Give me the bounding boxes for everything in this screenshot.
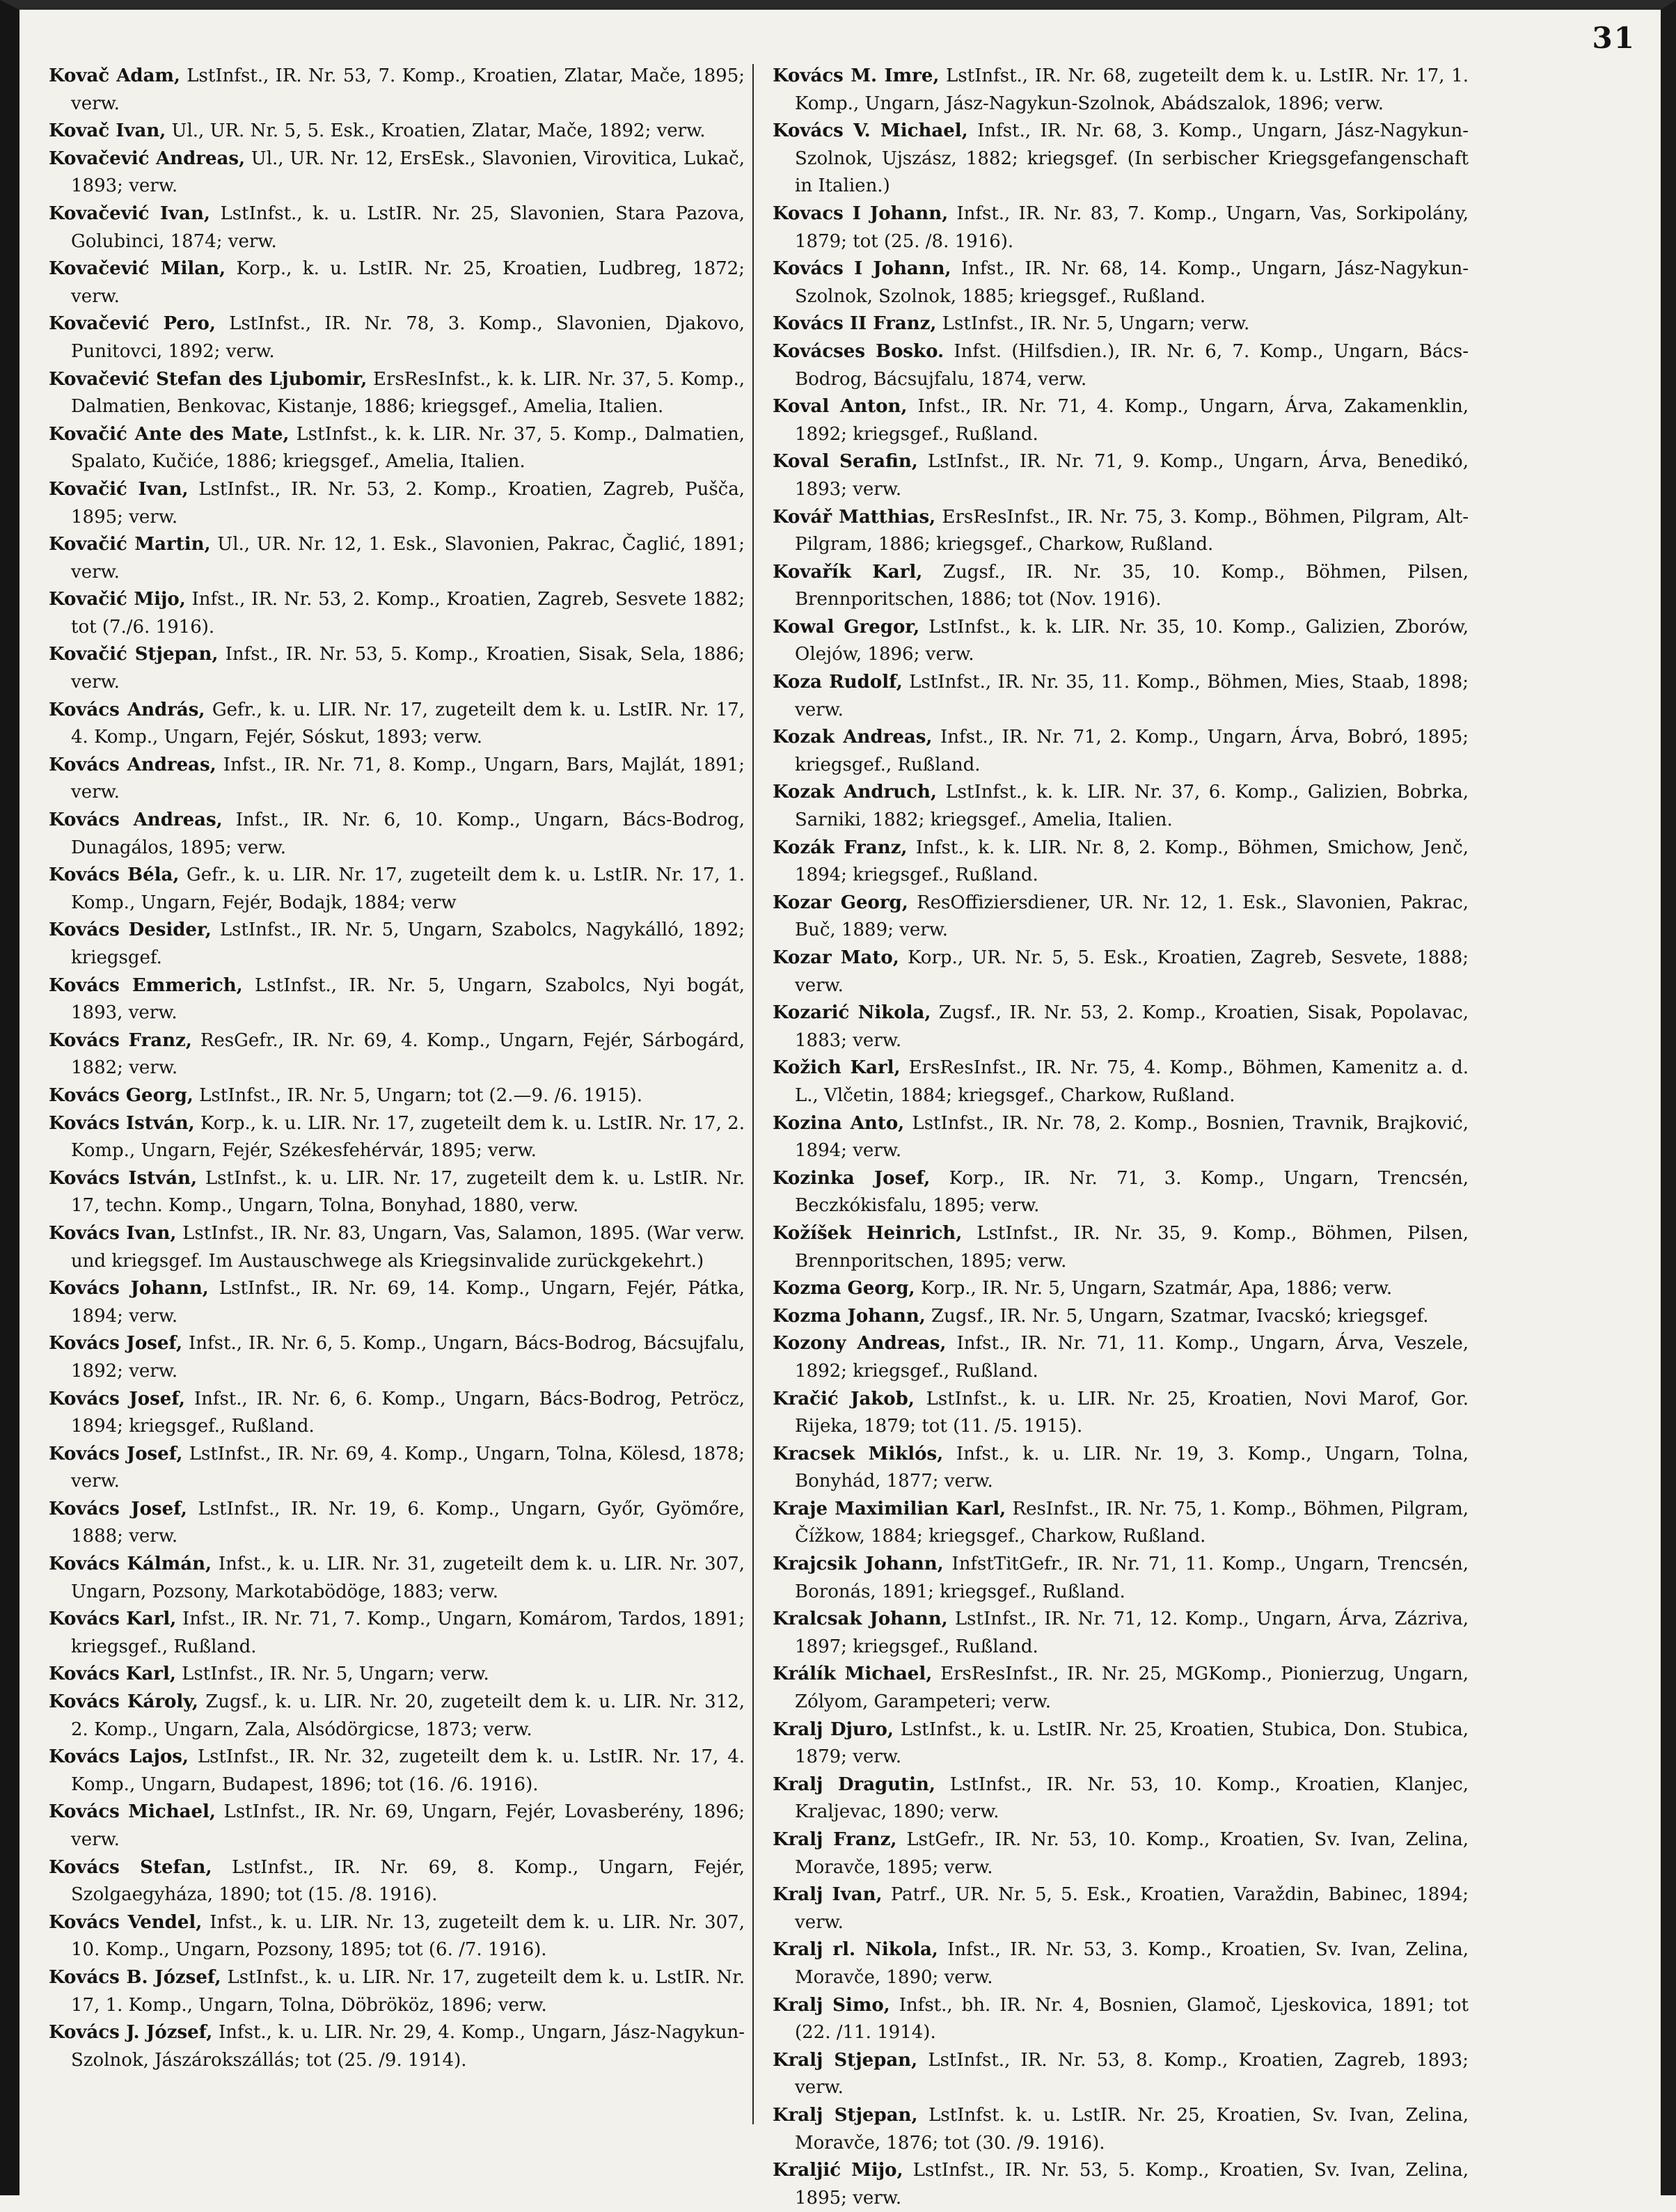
entry-details: LstInfst., IR. Nr. 83, Ungarn, Vas, Salamon, 1895. (War verw. und kriegsgef. Im Austauschwege als Kriegsinvalide zurückgekehrt.)	[71, 1222, 745, 1272]
entry-name: Kovács Andreas,	[49, 754, 216, 775]
entry-details: Gefr., k. u. LIR. Nr. 17, zugeteilt dem k. u. LstIR. Nr. 17, 1. Komp., Ungarn, Fejér, Bodajk, 1884; verw	[71, 864, 745, 913]
list-entry	[773, 2157, 1469, 2212]
entry-details: ResOffiziersdiener, UR. Nr. 12, 1. Esk., Slavonien, Pakrac, Buč, 1889; verw.	[795, 892, 1469, 941]
entry-name: Koval Anton,	[773, 396, 908, 418]
list-entry	[773, 669, 1469, 724]
entry-details: Infst., IR. Nr. 83, 7. Komp., Ungarn, Vas, Sorkipolány, 1879; tot (25. /8. 1916).	[795, 203, 1469, 252]
entry-details: Infst. (Hilfsdien.), IR. Nr. 6, 7. Komp., Ungarn, Bács-Bodrog, Bácsujfalu, 1874, verw.	[795, 340, 1469, 390]
entry-name: Kovařík Karl,	[773, 561, 923, 583]
entry-name: Kozarić Nikola,	[773, 1002, 931, 1024]
entry-details: Patrf., UR. Nr. 5, 5. Esk., Kroatien, Varaždin, Babinec, 1894; verw.	[795, 1884, 1469, 1933]
entry-name: Kovačić Martin,	[49, 534, 211, 555]
entry-details: LstInfst., IR. Nr. 19, 6. Komp., Ungarn, Győr, Gyömőre, 1888; verw.	[71, 1498, 745, 1547]
list-entry	[49, 476, 745, 531]
entry-details: Infst., bh. IR. Nr. 4, Bosnien, Glamoč, Ljeskovica, 1891; tot (22. /11. 1914).	[795, 1994, 1469, 2044]
list-entry	[49, 2019, 745, 2074]
entry-name: Kovář Matthias,	[773, 506, 936, 528]
entry-details: Zugsf., IR. Nr. 5, Ungarn, Szatmar, Ivacskó; kriegsgef.	[925, 1305, 1429, 1327]
entry-details: Zugsf., IR. Nr. 53, 2. Komp., Kroatien, Sisak, Popolavac, 1883; verw.	[795, 1002, 1469, 1051]
entry-details: Infst., k. u. LIR. Nr. 13, zugeteilt dem k. u. LIR. Nr. 307, 10. Komp., Ungarn, Pozsony, 1895; tot (6. /7. 1916).	[71, 1911, 745, 1961]
entry-details: LstInfst., IR. Nr. 5, Ungarn, Szabolcs, Nyi bogát, 1893, verw.	[71, 974, 745, 1024]
entry-details: Infst., IR. Nr. 68, 14. Komp., Ungarn, Jász-Nagykun-Szolnok, Szolnok, 1885; kriegsgef., Rußland.	[795, 258, 1469, 307]
entry-name: Kovačević Stefan des Ljubomir,	[49, 368, 367, 390]
entry-name: Kraje Maximilian Karl,	[773, 1498, 1006, 1519]
entry-details: LstInfst., k. k. LIR. Nr. 37, 6. Komp., Galizien, Bobrka, Sarniki, 1882; kriegsgef., Amelia, Italien.	[795, 782, 1469, 831]
entry-details: Infst., k. u. LIR. Nr. 19, 3. Komp., Ungarn, Tolna, Bonyhád, 1877; verw.	[795, 1443, 1469, 1492]
entry-name: Kovács Kálmán,	[49, 1554, 212, 1575]
entry-name: Kozma Georg,	[773, 1278, 915, 1299]
list-entry	[773, 1826, 1469, 1881]
entry-details: LstInfst., k. u. LIR. Nr. 17, zugeteilt dem k. u. LstIR. Nr. 17, 1. Komp., Ungarn, Tolna, Döbrököz, 1896; verw.	[71, 1966, 745, 2016]
entry-name: Kožíšek Heinrich,	[773, 1222, 963, 1244]
entry-name: Kraljić Mijo,	[773, 2160, 903, 2181]
list-entry	[773, 1386, 1469, 1441]
entry-details: Korp., IR. Nr. 5, Ungarn, Szatmár, Apa, 1886; verw.	[915, 1278, 1393, 1299]
entry-details: Infst., IR. Nr. 71, 2. Komp., Ungarn, Árva, Bobró, 1895; kriegsgef., Rußland.	[795, 727, 1469, 775]
entry-name: Kovačević Milan,	[49, 258, 226, 280]
entry-details: LstInfst., IR. Nr. 68, zugeteilt dem k. u. LstIR. Nr. 17, 1. Komp., Ungarn, Jász-Nagykun-Szolnok, Abádszalok, 1896; verw.	[795, 65, 1469, 114]
list-entry	[49, 366, 745, 421]
entry-details: ResGefr., IR. Nr. 69, 4. Komp., Ungarn, Fejér, Sárbogárd, 1882; verw.	[71, 1029, 745, 1079]
entry-details: Infst., IR. Nr. 6, 5. Komp., Ungarn, Bács-Bodrog, Bácsujfalu, 1892; verw.	[71, 1333, 745, 1382]
entry-name: Kovačević Andreas,	[49, 148, 246, 169]
entry-details: Ul., UR. Nr. 12, 1. Esk., Slavonien, Pakrac, Čaglić, 1891; verw.	[71, 534, 745, 583]
entry-name: Kovács Ivan,	[49, 1222, 177, 1244]
entry-details: Ul., UR. Nr. 12, ErsEsk., Slavonien, Virovitica, Lukač, 1893; verw.	[71, 148, 745, 197]
entry-details: LstInfst., IR. Nr. 78, 2. Komp., Bosnien, Travnik, Brajković, 1894; verw.	[795, 1112, 1469, 1162]
entry-name: Kralj Franz,	[773, 1829, 897, 1850]
entry-details: Infst., IR. Nr. 6, 10. Komp., Ungarn, Bács-Bodrog, Dunagálos, 1895; verw.	[71, 809, 745, 858]
entry-details: ErsResInfst., IR. Nr. 75, 3. Komp., Böhmen, Pilgram, Alt-Pilgram, 1886; kriegsgef., Charkow, Rußland.	[795, 506, 1469, 555]
entry-name: Kozma Johann,	[773, 1305, 926, 1327]
right-column	[773, 63, 1469, 2212]
entry-name: Kovács Karl,	[49, 1664, 176, 1685]
entry-details: LstInfst., IR. Nr. 53, 7. Komp., Kroatien, Zlatar, Mače, 1895; verw.	[71, 65, 745, 114]
entry-details: Infst., IR. Nr. 53, 5. Komp., Kroatien, Sisak, Sela, 1886; verw.	[71, 644, 745, 693]
entry-name: Kovács Josef,	[49, 1388, 185, 1409]
list-entry	[49, 1386, 745, 1441]
entry-name: Kovács II Franz,	[773, 313, 937, 335]
entry-details: LstInfst., IR. Nr. 5, Ungarn; tot (2.—9. /6. 1915).	[193, 1084, 642, 1106]
entry-details: LstInfst., IR. Nr. 78, 3. Komp., Slavonien, Djakovo, Punitovci, 1892; verw.	[71, 313, 745, 362]
list-entry	[773, 1992, 1469, 2047]
entry-details: LstInfst., IR. Nr. 5, Ungarn; verw.	[936, 313, 1250, 335]
list-entry	[773, 779, 1469, 834]
entry-name: Kožich Karl,	[773, 1057, 901, 1079]
list-entry	[49, 1165, 745, 1220]
entry-details: LstInfst., IR. Nr. 69, Ungarn, Fejér, Lovasberény, 1896; verw.	[71, 1801, 745, 1850]
list-entry	[49, 421, 745, 476]
list-entry	[49, 1551, 745, 1606]
entry-details: LstInfst., IR. Nr. 53, 8. Komp., Kroatien, Zagreb, 1893; verw.	[795, 2049, 1469, 2099]
entry-details: Infst., IR. Nr. 71, 7. Komp., Ungarn, Komárom, Tardos, 1891; kriegsgef., Rußland.	[71, 1609, 745, 1657]
list-entry	[49, 697, 745, 752]
list-entry	[49, 752, 745, 807]
entry-details: LstInfst., IR. Nr. 35, 11. Komp., Böhmen, Mies, Staab, 1898; verw.	[795, 672, 1469, 720]
entry-details: Infst., IR. Nr. 53, 2. Komp., Kroatien, Zagreb, Sesvete 1882; tot (7./6. 1916).	[71, 589, 745, 638]
entry-name: Kovács Josef,	[49, 1333, 183, 1354]
list-entry	[773, 559, 1469, 614]
list-entry	[49, 1854, 745, 1909]
entry-name: Kovács M. Imre,	[773, 65, 940, 86]
entry-name: Kralj Stjepan,	[773, 2104, 918, 2126]
list-entry	[773, 1220, 1469, 1275]
list-entry	[49, 1275, 745, 1330]
list-entry	[49, 145, 745, 200]
list-entry	[49, 1661, 745, 1689]
entry-details: Infst., IR. Nr. 71, 4. Komp., Ungarn, Árva, Zakamenklin, 1892; kriegsgef., Rußland.	[795, 396, 1469, 445]
entry-details: LstInfst. k. u. LstIR. Nr. 25, Kroatien, Sv. Ivan, Zelina, Moravče, 1876; tot (30. /9. 1916).	[795, 2104, 1469, 2154]
entry-name: Kovácses Bosko.	[773, 340, 944, 362]
list-entry	[773, 504, 1469, 559]
entry-details: Infst., k. k. LIR. Nr. 8, 2. Komp., Böhmen, Smichow, Jenč, 1894; kriegsgef., Rußland.	[795, 837, 1469, 886]
entry-name: Kozak Andreas,	[773, 727, 933, 748]
list-entry	[773, 724, 1469, 779]
entry-name: Kovács Franz,	[49, 1029, 192, 1051]
entry-name: Kovács B. József,	[49, 1966, 221, 1988]
entry-name: Kovács István,	[49, 1167, 198, 1189]
list-entry	[773, 2047, 1469, 2102]
entry-details: LstInfst., IR. Nr. 5, Ungarn, Szabolcs, Nagykálló, 1892; kriegsgef.	[71, 919, 745, 968]
list-entry	[49, 1799, 745, 1854]
entry-name: Kozar Mato,	[773, 947, 899, 968]
entry-name: Kovács J. József,	[49, 2022, 213, 2044]
entry-name: Kračić Jakob,	[773, 1388, 915, 1409]
entry-name: Kovačević Pero,	[49, 313, 216, 335]
list-entry	[773, 1054, 1469, 1109]
entry-details: LstInfst., IR. Nr. 69, 4. Komp., Ungarn, Tolna, Kölesd, 1878; verw.	[71, 1443, 745, 1492]
entry-name: Kovács Karl,	[49, 1609, 177, 1630]
list-entry	[773, 2102, 1469, 2157]
list-entry	[49, 917, 745, 972]
entry-name: Kovačić Ivan,	[49, 478, 189, 500]
entry-name: Kovács I Johann,	[773, 258, 951, 280]
list-entry	[49, 1110, 745, 1165]
list-entry	[773, 338, 1469, 393]
list-entry	[773, 614, 1469, 669]
entry-name: Kovačić Ante des Mate,	[49, 423, 290, 445]
entry-name: Kovács Károly,	[49, 1691, 198, 1713]
entry-details: Korp., k. u. LstIR. Nr. 25, Kroatien, Ludbreg, 1872; verw.	[71, 258, 745, 307]
entry-name: Kralcsak Johann,	[773, 1609, 948, 1630]
list-entry	[773, 835, 1469, 890]
list-entry	[773, 1110, 1469, 1165]
entry-name: Kovács Andreas,	[49, 809, 223, 831]
entry-name: Kovács Josef,	[49, 1498, 187, 1519]
list-entry	[773, 1771, 1469, 1826]
entry-details: LstInfst., IR. Nr. 35, 9. Komp., Böhmen, Pilsen, Brennporitschen, 1895; verw.	[795, 1222, 1469, 1272]
entry-details: ErsResInfst., k. k. LIR. Nr. 37, 5. Komp., Dalmatien, Benkovac, Kistanje, 1886; kriegsgef., Amelia, Italien.	[71, 368, 745, 418]
entry-name: Kovács Lajos,	[49, 1746, 189, 1768]
entry-details: LstInfst., IR. Nr. 53, 5. Komp., Kroatien, Sv. Ivan, Zelina, 1895; verw.	[795, 2160, 1469, 2209]
entry-details: LstGefr., IR. Nr. 53, 10. Komp., Kroatien, Sv. Ivan, Zelina, Moravče, 1895; verw.	[795, 1829, 1469, 1878]
list-entry	[49, 1744, 745, 1799]
entry-name: Kovács Georg,	[49, 1084, 193, 1106]
list-entry	[773, 1441, 1469, 1496]
entry-name: Kralj Stjepan,	[773, 2049, 918, 2071]
list-entry	[49, 586, 745, 641]
entry-details: LstInfst., k. u. LIR. Nr. 25, Kroatien, Novi Marof, Gor. Rijeka, 1879; tot (11. /5. 1915).	[795, 1388, 1469, 1437]
entry-details: Infst., IR. Nr. 71, 8. Komp., Ungarn, Bars, Majlát, 1891; verw.	[71, 754, 745, 803]
list-entry	[49, 641, 745, 696]
entry-name: Kovács András,	[49, 699, 205, 720]
list-entry	[773, 1496, 1469, 1551]
entry-details: LstInfst., k. u. LIR. Nr. 17, zugeteilt dem k. u. LstIR. Nr. 17, techn. Komp., Ungarn, Tolna, Bonyhad, 1880, verw.	[71, 1167, 745, 1217]
left-column	[49, 63, 745, 2074]
entry-name: Kralj rl. Nikola,	[773, 1939, 938, 1961]
list-entry	[773, 200, 1469, 255]
entry-name: Kralj Dragutin,	[773, 1773, 935, 1795]
list-entry	[49, 1496, 745, 1551]
entry-details: ErsResInfst., IR. Nr. 75, 4. Komp., Böhmen, Kamenitz a. d. L., Vlčetin, 1884; kriegsgef., Charkow, Rußland.	[795, 1057, 1469, 1106]
list-entry	[49, 1220, 745, 1275]
entry-name: Kovács Stefan,	[49, 1856, 212, 1878]
entry-name: Kovačić Mijo,	[49, 589, 186, 610]
entry-name: Kozak Andruch,	[773, 782, 937, 803]
list-entry	[773, 1936, 1469, 1991]
entry-name: Koza Rudolf,	[773, 672, 903, 693]
entry-details: LstInfst., IR. Nr. 32, zugeteilt dem k. u. LstIR. Nr. 17, 4. Komp., Ungarn, Budapest, 1896; tot (16. /6. 1916).	[71, 1746, 745, 1795]
entry-details: LstInfst., k. u. LstIR. Nr. 25, Slavonien, Stara Pazova, Golubinci, 1874; verw.	[71, 203, 745, 252]
list-entry	[773, 1330, 1469, 1385]
list-entry	[49, 1441, 745, 1496]
list-entry	[49, 310, 745, 365]
list-entry	[49, 118, 745, 145]
list-entry	[49, 531, 745, 586]
list-entry	[49, 1027, 745, 1082]
entry-details: LstInfst., IR. Nr. 69, 8. Komp., Ungarn, Fejér, Szolgaegyháza, 1890; tot (15. /8. 1916).	[71, 1856, 745, 1906]
entry-name: Kralj Djuro,	[773, 1719, 894, 1740]
entry-details: ErsResInfst., IR. Nr. 25, MGKomp., Pionierzug, Ungarn, Zólyom, Garampeteri; verw.	[795, 1664, 1469, 1713]
entry-name: Koval Serafin,	[773, 451, 918, 473]
list-entry	[49, 255, 745, 310]
entry-name: Kovačić Stjepan,	[49, 644, 219, 665]
entry-details: Infst., IR. Nr. 6, 6. Komp., Ungarn, Bács-Bodrog, Petröcz, 1894; kriegsgef., Rußland.	[71, 1388, 745, 1437]
entry-details: Infst., IR. Nr. 68, 3. Komp., Ungarn, Jász-Nagykun-Szolnok, Ujszász, 1882; kriegsgef. (In serbischer Kriegsgefangenschaft in Italien.)	[795, 120, 1469, 197]
entry-details: Infst., IR. Nr. 71, 11. Komp., Ungarn, Árva, Veszele, 1892; kriegsgef., Rußland.	[795, 1333, 1469, 1382]
entry-name: Kovács Josef,	[49, 1443, 183, 1464]
entry-name: Kovács Johann,	[49, 1278, 209, 1299]
entry-details: ResInfst., IR. Nr. 75, 1. Komp., Böhmen, Pilgram, Čížkow, 1884; kriegsgef., Charkow, Rußland.	[795, 1498, 1469, 1547]
entry-details: LstInfst., IR. Nr. 69, 14. Komp., Ungarn, Fejér, Pátka, 1894; verw.	[71, 1278, 745, 1327]
entry-name: Kralj Ivan,	[773, 1884, 883, 1906]
entry-details: Korp., k. u. LIR. Nr. 17, zugeteilt dem k. u. LstIR. Nr. 17, 2. Komp., Ungarn, Fejér, Székesfehérvár, 1895; verw.	[71, 1112, 745, 1162]
list-entry	[773, 310, 1469, 338]
entry-details: Infst., k. u. LIR. Nr. 31, zugeteilt dem k. u. LIR. Nr. 307, Ungarn, Pozsony, Markotabödöge, 1883; verw.	[71, 1554, 745, 1602]
entry-details: Korp., IR. Nr. 71, 3. Komp., Ungarn, Trencsén, Beczkókisfalu, 1895; verw.	[795, 1167, 1469, 1217]
list-entry	[49, 807, 745, 862]
entry-name: Kracsek Miklós,	[773, 1443, 944, 1464]
entry-details: LstInfst., k. k. LIR. Nr. 35, 10. Komp., Galizien, Zborów, Olejów, 1896; verw.	[795, 616, 1469, 665]
list-entry	[773, 1275, 1469, 1303]
list-entry	[773, 1165, 1469, 1220]
entry-name: Kozinka Josef,	[773, 1167, 931, 1189]
entry-details: Infst., IR. Nr. 53, 3. Komp., Kroatien, Sv. Ivan, Zelina, Moravče, 1890; verw.	[795, 1939, 1469, 1988]
entry-name: Kovács István,	[49, 1112, 195, 1134]
list-entry	[49, 1964, 745, 2019]
entry-name: Králík Michael,	[773, 1664, 933, 1685]
list-entry	[773, 1303, 1469, 1331]
entry-name: Kovács Michael,	[49, 1801, 216, 1823]
list-entry	[49, 200, 745, 255]
list-entry	[773, 945, 1469, 1000]
list-entry	[773, 1000, 1469, 1054]
list-entry	[773, 1881, 1469, 1936]
list-entry	[49, 1606, 745, 1661]
list-entry	[773, 63, 1469, 118]
entry-details: Korp., UR. Nr. 5, 5. Esk., Kroatien, Zagreb, Sesvete, 1888; verw.	[795, 947, 1469, 996]
entry-details: Infst., k. u. LIR. Nr. 29, 4. Komp., Ungarn, Jász-Nagykun-Szolnok, Jászárokszállás; tot (25. /9. 1914).	[71, 2022, 745, 2071]
entry-name: Kovács V. Michael,	[773, 120, 968, 142]
entry-details: LstInfst., k. k. LIR. Nr. 37, 5. Komp., Dalmatien, Spalato, Kučiće, 1886; kriegsgef., Amelia, Italien.	[71, 423, 745, 473]
entry-name: Kovács Emmerich,	[49, 974, 243, 996]
entry-details: LstInfst., k. u. LstIR. Nr. 25, Kroatien, Stubica, Don. Stubica, 1879; verw.	[795, 1719, 1469, 1768]
entry-details: InfstTitGefr., IR. Nr. 71, 11. Komp., Ungarn, Trencsén, Boronás, 1891; kriegsgef., Rußland.	[795, 1554, 1469, 1602]
list-entry	[49, 1689, 745, 1744]
list-entry	[773, 448, 1469, 503]
entry-name: Kovač Adam,	[49, 65, 180, 86]
list-entry	[773, 1661, 1469, 1716]
column-divider	[752, 64, 754, 2124]
list-entry	[773, 255, 1469, 310]
list-entry	[773, 393, 1469, 448]
entry-name: Kovács Desider,	[49, 919, 212, 941]
entry-details: LstInfst., IR. Nr. 53, 2. Komp., Kroatien, Zagreb, Pušča, 1895; verw.	[71, 478, 745, 528]
entry-details: LstInfst., IR. Nr. 5, Ungarn; verw.	[175, 1664, 489, 1685]
list-entry	[49, 1330, 745, 1385]
list-entry	[49, 972, 745, 1027]
entry-name: Kozina Anto,	[773, 1112, 905, 1134]
list-entry	[773, 1551, 1469, 1606]
entry-details: Gefr., k. u. LIR. Nr. 17, zugeteilt dem k. u. LstIR. Nr. 17, 4. Komp., Ungarn, Fejér, Sóskut, 1893; verw.	[71, 699, 745, 748]
list-entry	[49, 1082, 745, 1110]
entry-details: LstInfst., IR. Nr. 71, 12. Komp., Ungarn, Árva, Zázriva, 1897; kriegsgef., Rußland.	[795, 1609, 1469, 1657]
entry-name: Kovács Vendel,	[49, 1911, 203, 1933]
entry-name: Kovacs I Johann,	[773, 203, 949, 224]
list-entry	[773, 1606, 1469, 1661]
entry-name: Kovač Ivan,	[49, 120, 166, 142]
entry-details: LstInfst., IR. Nr. 71, 9. Komp., Ungarn, Árva, Benedikó, 1893; verw.	[795, 451, 1469, 500]
entry-details: LstInfst., IR. Nr. 53, 10. Komp., Kroatien, Klanjec, Kraljevac, 1890; verw.	[795, 1773, 1469, 1823]
page-number: 31	[1592, 21, 1636, 55]
entry-name: Kralj Simo,	[773, 1994, 890, 2016]
entry-name: Kovács Béla,	[49, 864, 180, 886]
entry-name: Kovačević Ivan,	[49, 203, 210, 224]
list-entry	[49, 63, 745, 118]
entry-name: Krajcsik Johann,	[773, 1554, 944, 1575]
entry-details: Zugsf., IR. Nr. 35, 10. Komp., Böhmen, Pilsen, Brennporitschen, 1886; tot (Nov. 1916).	[795, 561, 1469, 610]
list-entry	[773, 1716, 1469, 1771]
entry-name: Kozar Georg,	[773, 892, 908, 913]
list-entry	[773, 890, 1469, 945]
entry-name: Kozony Andreas,	[773, 1333, 947, 1354]
entry-name: Kowal Gregor,	[773, 616, 920, 638]
list-entry	[49, 862, 745, 917]
list-entry	[49, 1909, 745, 1964]
entry-details: Ul., UR. Nr. 5, 5. Esk., Kroatien, Zlatar, Mače, 1892; verw.	[166, 120, 706, 142]
entry-details: Zugsf., k. u. LIR. Nr. 20, zugeteilt dem k. u. LIR. Nr. 312, 2. Komp., Ungarn, Zala, Alsódörgicse, 1873; verw.	[71, 1691, 745, 1740]
entry-name: Kozák Franz,	[773, 837, 908, 858]
list-entry	[773, 118, 1469, 200]
